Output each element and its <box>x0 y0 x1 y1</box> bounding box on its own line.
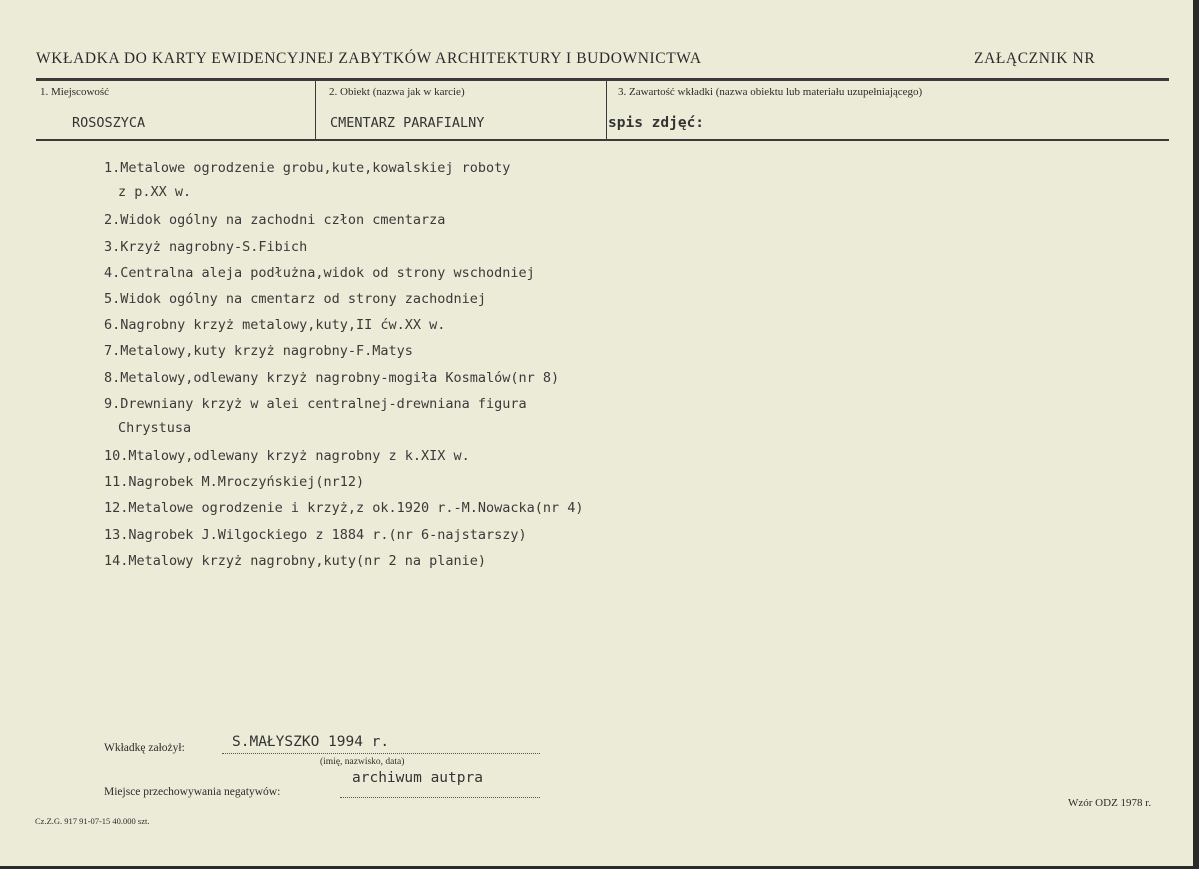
fields-bottom-rule <box>36 139 1169 141</box>
header-rule <box>36 78 1169 81</box>
list-item-text: 1.Metalowe ogrodzenie grobu,kute,kowalskiej roboty <box>104 160 511 176</box>
list-item-text: 10.Mtalowy,odlewany krzyż nagrobny z k.XIX w. <box>104 448 470 465</box>
list-item <box>104 157 584 209</box>
founded-value: S.MAŁYSZKO 1994 r. <box>232 734 390 750</box>
storage-value: archiwum autpra <box>352 770 483 786</box>
object-value: CMENTARZ PARAFIALNY <box>330 115 485 131</box>
founded-label: Wkładkę założył: <box>104 742 185 754</box>
list-item <box>104 236 584 262</box>
founded-hint: (imię, nazwisko, data) <box>320 757 405 767</box>
list-item <box>104 393 584 445</box>
field-divider-2 <box>606 80 607 140</box>
list-item <box>104 550 584 576</box>
list-item <box>104 524 584 550</box>
list-item <box>104 209 584 235</box>
object-label: 2. Obiekt (nazwa jak w karcie) <box>329 86 465 98</box>
field-divider-1 <box>315 80 316 140</box>
card-title: WKŁADKA DO KARTY EWIDENCYJNEJ ZABYTKÓW ARCHITEKTURY I BUDOWNICTWA <box>36 50 702 67</box>
list-item <box>104 340 584 366</box>
list-item-text: 7.Metalowy,kuty krzyż nagrobny-F.Matys <box>104 343 413 360</box>
photo-list <box>104 157 584 576</box>
founded-dotted-line <box>222 753 540 754</box>
list-item-text: 11.Nagrobek M.Mroczyńskiej(nr12) <box>104 474 365 491</box>
storage-label: Miejsce przechowywania negatywów: <box>104 786 281 798</box>
list-item-text: 13.Nagrobek J.Wilgockiego z 1884 r.(nr 6-najstarszy) <box>104 526 527 543</box>
contents-label: 3. Zawartość wkładki (nazwa obiektu lub materiału uzupełniającego) <box>618 86 923 98</box>
list-item <box>104 288 584 314</box>
list-item-text: 9.Drewniany krzyż w alei centralnej-drewniana figura <box>104 395 527 412</box>
attachment-number-label: ZAŁĄCZNIK NR <box>974 50 1096 67</box>
list-item-text: 8.Metalowy,odlewany krzyż nagrobny-mogiła Kosmalów(nr 8) <box>104 369 560 386</box>
list-item <box>104 367 584 393</box>
form-model-label: Wzór ODZ 1978 r. <box>1068 797 1152 809</box>
storage-dotted-line <box>340 797 540 798</box>
print-info: Cz.Z.G. 917 91-07-15 40.000 szt. <box>35 816 150 826</box>
locality-label: 1. Miejscowość <box>40 86 110 98</box>
list-item-text: 2.Widok ogólny na zachodni człon cmentarza <box>104 212 446 229</box>
list-item <box>104 445 584 471</box>
list-item <box>104 262 584 288</box>
list-item <box>104 497 584 523</box>
list-item <box>104 471 584 497</box>
list-item <box>104 314 584 340</box>
contents-value: spis zdjęć: <box>608 115 705 131</box>
list-item-continuation: z p.XX w. <box>118 184 192 200</box>
list-item-text: 12.Metalowe ogrodzenie i krzyż,z ok.1920 r.-M.Nowacka(nr 4) <box>104 500 584 517</box>
list-item-text: 3.Krzyż nagrobny-S.Fibich <box>104 238 308 255</box>
list-item-text: 14.Metalowy krzyż nagrobny,kuty(nr 2 na planie) <box>104 552 487 569</box>
list-item-continuation: Chrystusa <box>118 419 192 436</box>
locality-value: ROSOSZYCA <box>72 115 146 131</box>
list-item-text: 5.Widok ogólny na cmentarz od strony zachodniej <box>104 290 487 307</box>
list-item-text: 4.Centralna aleja podłużna,widok od strony wschodniej <box>104 264 535 281</box>
list-item-text: 6.Nagrobny krzyż metalowy,kuty,II ćw.XX w. <box>104 317 446 334</box>
